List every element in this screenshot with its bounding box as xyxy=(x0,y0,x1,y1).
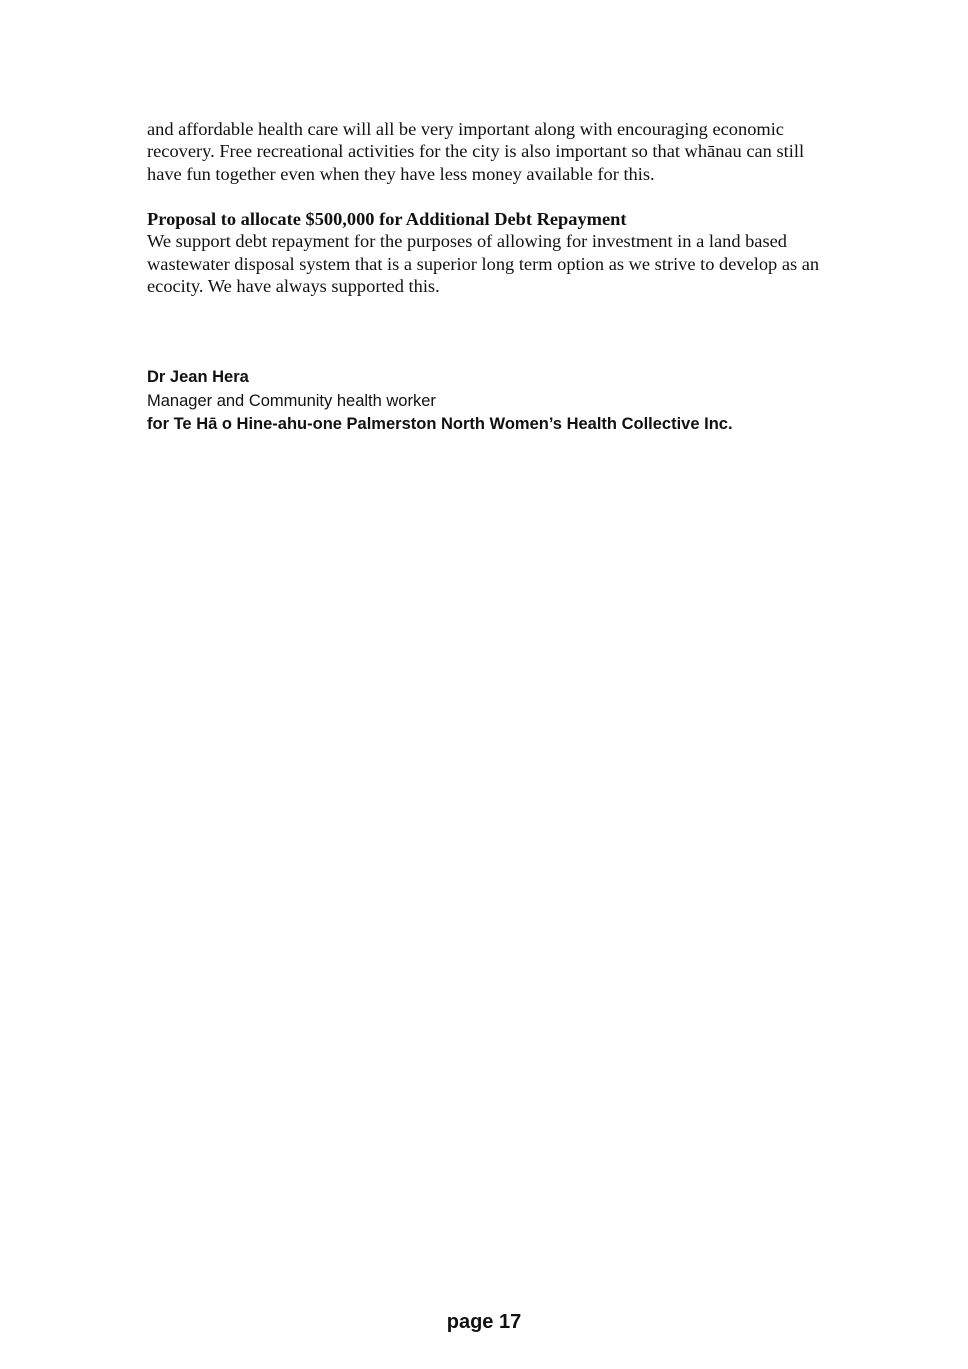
signatory-name: Dr Jean Hera xyxy=(147,368,249,386)
intro-paragraph: and affordable health care will all be very important along with encouraging economic recovery. Free recreational activities for the city is also important so that whānau can still have fun together even when they have less money available for this. xyxy=(147,119,805,184)
section-heading: Proposal to allocate $500,000 for Additional Debt Repayment xyxy=(147,209,627,229)
signatory-role: Manager and Community health worker xyxy=(147,391,436,410)
page-number: page 17 xyxy=(446,1311,522,1333)
section-body: We support debt repayment for the purposes of allowing for investment in a land based wastewater disposal system that is a superior long term option as we strive to develop as an ecocity. We have always supported this. xyxy=(147,231,820,297)
signature-block xyxy=(147,366,867,437)
debt-repayment-section xyxy=(147,208,837,298)
signatory-organisation: for Te Hā o Hine-ahu-one Palmerston North Women’s Health Collective Inc. xyxy=(147,415,733,433)
